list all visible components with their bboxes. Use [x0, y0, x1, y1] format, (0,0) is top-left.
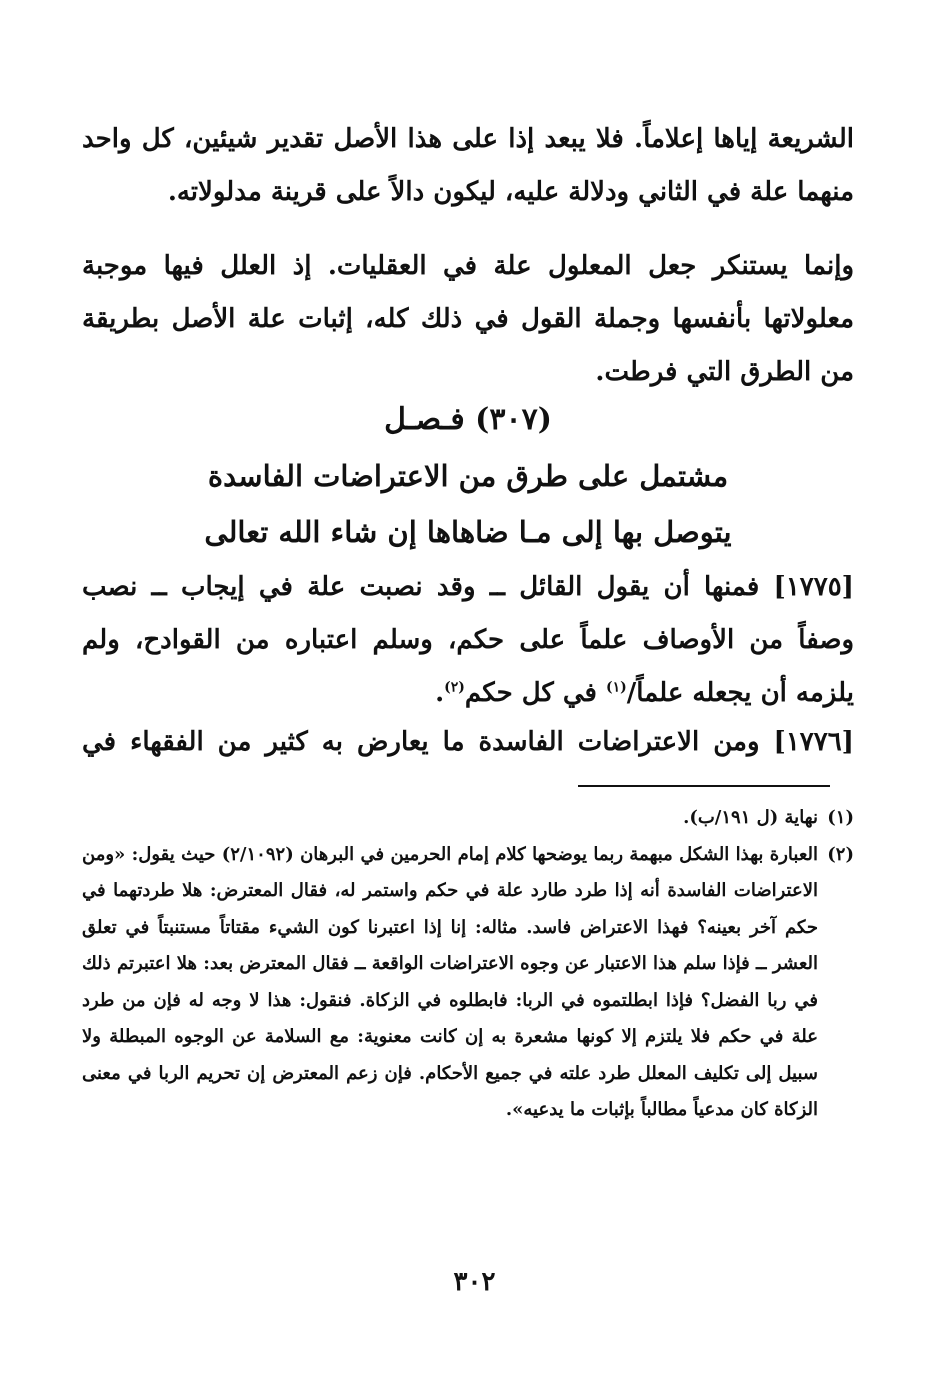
footnote-text: نهاية (ل ١٩١/ب). [683, 807, 818, 828]
footnote-2 [82, 837, 854, 1129]
paragraph-reasoning: وإنما يستنكر جعل المعلول علة في العقليات. إذ العلل فيها موجبة معلولاتها بأنفسها وجملة القول في ذلك كله، إثبات علة الأصل بطريقة من الطرق التي فرطت. [82, 251, 854, 387]
paragraph-number: [١٧٧٥] [773, 572, 854, 602]
paragraph-text-middle: في كل حكم [464, 678, 597, 708]
paragraph-continuation: الشريعة إياها إعلاماً. فلا يبعد إذا على هذا الأصل تقدير شيئين، كل واحد منهما علة في الثاني ودلالة عليه، ليكون دالاً على قرينة مدلولاته. [82, 124, 854, 207]
footnote-mark: (٢) [827, 843, 854, 865]
footnote-ref-1[interactable]: (١) [606, 679, 627, 696]
footnotes [82, 800, 854, 1129]
section-subtitle-2: يتوصل بها إلى مـا ضاهاها إن شاء الله تعالى [204, 515, 732, 549]
footnote-separator [578, 785, 830, 787]
paragraph-1775 [82, 561, 854, 720]
section-number-title: (٣٠٧) فـصـل [384, 402, 552, 437]
section-heading [82, 392, 854, 560]
page-number: ٣٠٢ [453, 1267, 496, 1297]
footnote-1 [82, 800, 854, 837]
footnote-mark: (١) [827, 807, 854, 828]
paragraph-text: فمنها أن يقول القائل ــ وقد نصبت علة في إيجاب ــ نصب وصفاً من الأوصاف علماً على حكم، وسلم اعتباره من القوادح، ولم يلزمه أن يجعله علماً/ [82, 572, 854, 708]
footnote-text: العبارة بهذا الشكل مبهمة ربما يوضحها كلام إمام الحرمين في البرهان (٢/١٠٩٢) حيث يقول: «ومن الاعتراضات الفاسدة أنه إذا طرد طارد علة في حكم واستمر له، فقال المعترض: هلا طردتهما في حكم آخر بعينه؟ فهذا الاعتراض فاسد. مثاله: إنا إذا اعتبرنا كون الشيء مقتاتاً مستنبتاً في تعلق العشر ــ فإذا سلم هذا الاعتبار عن وجوه الاعتراضات الواقعة ــ فقال المعترض بعد: هلا اعتبرتم ذلك في ربا الفضل؟ فإذا ابطلتموه في الربا: فابطلوه في الزكاة. فنقول: هذا لا وجه له فإن من طرد علة في حكم فلا يلتزم إلا كونها مشعرة به إن كانت معنوية: مع السلامة عن الوجوه المبطلة ولا سبيل إلى تكليف المعلل طرد علته في جميع الأحكام. فإن زعم المعترض إن تحريم الربا في معنى الزكاة كان مدعياً مطالباً بإثبات ما يدعيه». [82, 843, 818, 1120]
paragraph-number: [١٧٧٦] [773, 727, 854, 757]
footnote-ref-2[interactable]: (٢) [444, 679, 465, 696]
paragraph-text-end: . [435, 678, 445, 708]
paragraph-1776 [82, 716, 854, 769]
paragraph-text: ومن الاعتراضات الفاسدة ما يعارض به كثير من الفقهاء في [82, 727, 760, 757]
section-subtitle-1: مشتمل على طرق من الاعتراضات الفاسدة [207, 459, 729, 493]
